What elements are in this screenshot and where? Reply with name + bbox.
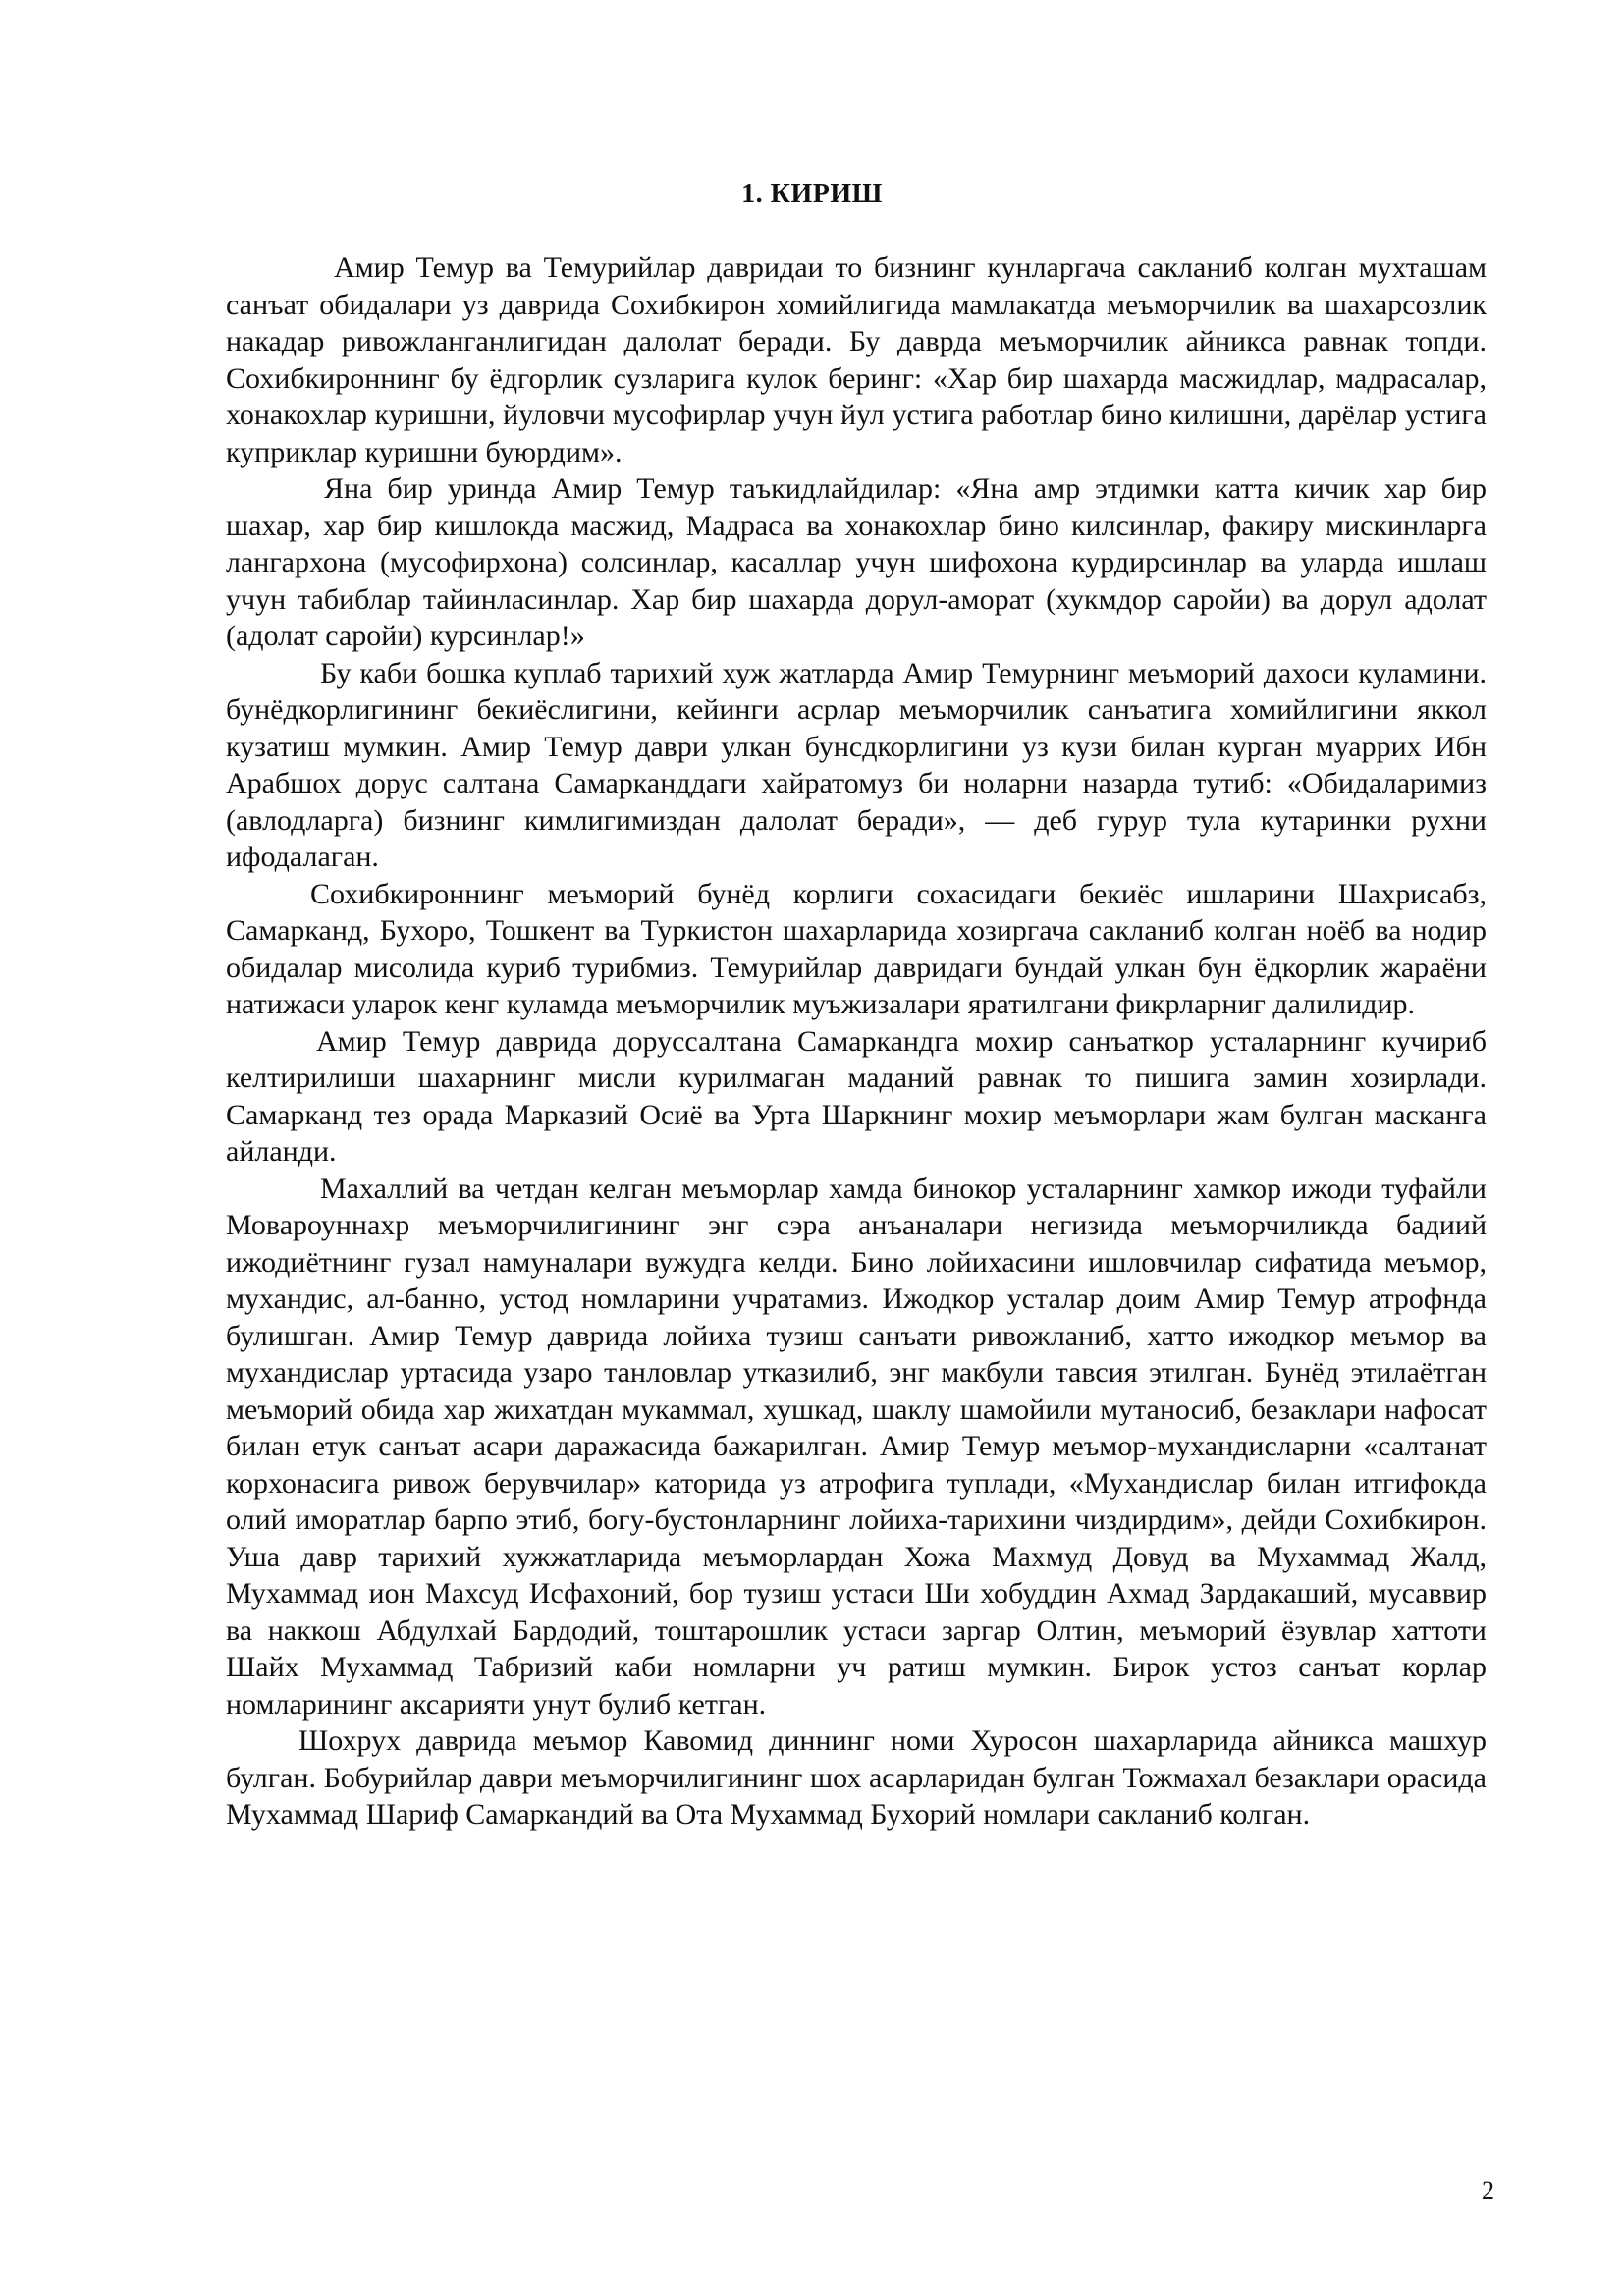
page-number: 2: [1482, 2176, 1494, 2205]
paragraph-1: Амир Темур ва Темурийлар давридаи то бизнинг кунларгача сакланиб колган мухташам санъат обидалари уз даврида Сохибкирон хомийлигида мамлакатда меъморчилик ва шахарсозлик накадар ривожланганлигидан далолат беради. Бу даврда меъморчилик айникса равнак топди. Сохибкироннинг бу ёдгорлик сузларига кулок беринг: «Хар бир шахарда масжидлар, мадрасалар, хонакохлар куришни, йуловчи мусофирлар учун йул устига работлар бино килишни, дарёлар устига куприклар куришни буюрдим».: [226, 251, 1487, 468]
paragraph-6: Махаллий ва четдан келган меъморлар хамда бинокор усталарнинг хамкор ижоди туфайли Мовароуннахр меъморчилигининг энг сэра анъаналари негизида меъморчиликда бадиий ижодиётнинг гузал намуналари вужудга келди. Бино лойихасини ишловчилар сифатида меъмор, мухандис, ал-банно, устод номларини учратамиз. Ижодкор усталар доим Амир Темур атрофнда булишган. Амир Темур даврида лойиха тузиш санъати ривожланиб, хатто ижодкор меъмор ва мухандислар уртасида узаро танловлар утказилиб, энг макбули тавсия этилган. Бунёд этилаётган меъморий обида хар жихатдан мукаммал, хушкад, шаклу шамойили мутаносиб, безаклари нафосат билан етук санъат асари даражасида бажарилган. Амир Темур меъмор-мухандисларни «салтанат корхонасига ривож берувчилар» каторида уз атрофига туплади, «Мухандислар билан итгифокда олий иморатлар барпо этиб, богу-бустонларнинг лойиха-тарихини чиздирдим», дейди Сохибкирон. Уша давр тарихий хужжатларида меъморлардан Хожа Махмуд Довуд ва Мухаммад Жалд, Мухаммад ион Махсуд Исфахоний, бор тузиш устаси Ши хобуддин Ахмад Зардакаший, мусаввир ва наккош Абдулхай Бардодий, тоштарошлик устаси заргар Олтин, меъморий ёзувлар хаттоти Шайх Мухаммад Табризий каби номларни уч ратиш мумкин. Бирок устоз санъат корлар номларининг аксарияти унут булиб кетган.: [226, 1172, 1487, 1721]
body-text: [226, 249, 1487, 1833]
paragraph-4: Сохибкироннинг меъморий бунёд корлиги сохасидаги бекиёс ишларини Шахрисабз, Самарканд, Бухоро, Тошкент ва Туркистон шахарларида хозиргача сакланиб колган ноёб ва нодир обидалар мисолида куриб турибмиз. Темурийлар давридаги бундай улкан бун ёдкорлик жараёни натижаси уларок кенг куламда меъморчилик муъжизалари яратилгани фикрларниг далилидир.: [226, 877, 1487, 1020]
paragraph-7: Шохрух даврида меъмор Кавомид диннинг номи Хуросон шахарларида айникса машхур булган. Бобурийлар даври меъморчилигининг шох асарларидан булган Тожмахал безаклари орасида Мухаммад Шариф Самаркандий ва Ота Мухаммад Бухорий номлари сакланиб колган.: [226, 1724, 1487, 1831]
paragraph-5: Амир Темур даврида доруссалтана Самаркандга мохир санъаткор усталарнинг кучириб келтирилиши шахарнинг мисли курилмаган маданий равнак то пишига замин хозирлади. Самарканд тез орада Марказий Осиё ва Урта Шаркнинг мохир меъморлари жам булган масканга айланди.: [226, 1024, 1487, 1168]
paragraph-3: Бу каби бошка куплаб тарихий хуж жатларда Амир Темурнинг меъморий дахоси куламини. бунёдкорлигининг бекиёслигини, кейинги асрлар меъморчилик санъатига хомийлигини яккол кузатиш мумкин. Амир Темур даври улкан бунсдкорлигини уз кузи билан курган муаррих Ибн Арабшох дорус салтана Самарканддаги хайратомуз би ноларни назарда тутиб: «Обидаларимиз (авлодларга) бизнинг кимлигимиздан далолат беради», — деб гурур тула кутаринки рухни ифодалаган.: [226, 656, 1487, 873]
section-heading: 1. КИРИШ: [741, 179, 883, 209]
paragraph-2: Яна бир уринда Амир Темур таъкидлайдилар: «Яна амр этдимки катта кичик хар бир шахар, хар бир кишлокда масжид, Мадраса ва хонакохлар бино килсинлар, факиру мискинларга лангархона (мусофирхона) солсинлар, касаллар учун шифохона курдирсинлар ва уларда ишлаш учун табиблар тайинласинлар. Хар бир шахарда дорул-аморат (хукмдор саройи) ва дорул адолат (адолат саройи) курсинлар!»: [226, 472, 1487, 652]
